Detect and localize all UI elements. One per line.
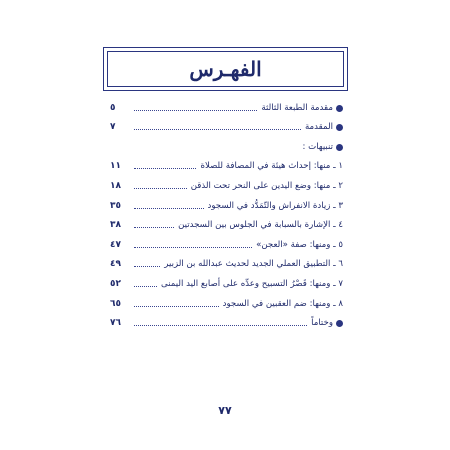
bullet-icon: [336, 320, 343, 327]
toc-entry-text: مقدمة الطبعة الثالثة: [261, 102, 333, 113]
toc-entry-text: تنبيهات :: [302, 141, 333, 152]
dot-leader: [134, 129, 301, 130]
dot-leader: [134, 306, 219, 307]
toc-entry: [110, 231, 343, 251]
table-of-contents: [110, 94, 343, 329]
toc-entry: [110, 192, 343, 212]
toc-entry: [110, 133, 343, 153]
toc-entry-text: وختاماً: [311, 318, 333, 329]
toc-entry: [110, 251, 343, 271]
toc-entry-page: ٥: [110, 102, 116, 113]
dot-leader: [134, 227, 174, 228]
dot-leader: [134, 208, 204, 209]
dot-leader: [134, 325, 307, 326]
title-frame: [103, 47, 348, 91]
toc-entry: [110, 114, 343, 134]
dot-leader: [134, 188, 187, 189]
dot-leader: [134, 247, 252, 248]
toc-entry-text: ٤ ـ الإشارة بالسبابة في الجلوس بين السجدتين: [178, 220, 343, 231]
toc-entry-text: ١ ـ منها: إحداث هيئة في المصافة للصلاة: [200, 161, 343, 172]
toc-entry-page: ٧٦: [110, 318, 121, 329]
page-number: ٧٧: [218, 404, 232, 417]
toc-entry-page: ١١: [110, 161, 121, 172]
toc-entry-text: ٥ ـ ومنها: صفة «العجن»: [256, 239, 343, 250]
toc-entry: [110, 153, 343, 173]
toc-entry-page: ١٨: [110, 180, 121, 191]
toc-entry: [110, 94, 343, 114]
toc-entry: [110, 212, 343, 232]
bullet-icon: [336, 144, 343, 151]
bullet-icon: [336, 124, 343, 131]
toc-entry: [110, 172, 343, 192]
dot-leader: [134, 266, 160, 267]
toc-entry-page: ٥٢: [110, 278, 121, 289]
dot-leader: [134, 110, 257, 111]
toc-entry-text: ٧ ـ ومنها: قَصْرُ التسبيح وعدِّه على أصابع اليد اليمنى: [161, 278, 343, 289]
toc-entry-text: ٢ ـ منها: وضع اليدين على النحر تحت الذقن: [190, 180, 343, 191]
bullet-icon: [336, 105, 343, 112]
toc-entry-page: ٤٩: [110, 259, 121, 270]
toc-entry-page: ٧: [110, 122, 116, 133]
dot-leader: [134, 286, 157, 287]
toc-entry-page: ٣٥: [110, 200, 121, 211]
toc-entry-text: المقدمة: [304, 122, 333, 133]
toc-entry: [110, 310, 343, 330]
toc-entry-text: ٣ ـ زيادة الانفراش والتّمَدُّد في السجود: [207, 200, 343, 211]
toc-entry-text: ٨ ـ ومنها: ضم العقبين في السجود: [222, 298, 343, 309]
toc-entry: [110, 270, 343, 290]
toc-entry: [110, 290, 343, 310]
dot-leader: [134, 168, 196, 169]
toc-entry-page: ٦٥: [110, 298, 121, 309]
toc-entry-text: ٦ ـ التطبيق العملي الجديد لحديث عبدالله بن الزبير: [164, 259, 343, 270]
toc-entry-page: ٣٨: [110, 220, 121, 231]
page-title: الفهـرس: [189, 57, 262, 81]
toc-entry-page: ٤٧: [110, 239, 121, 250]
